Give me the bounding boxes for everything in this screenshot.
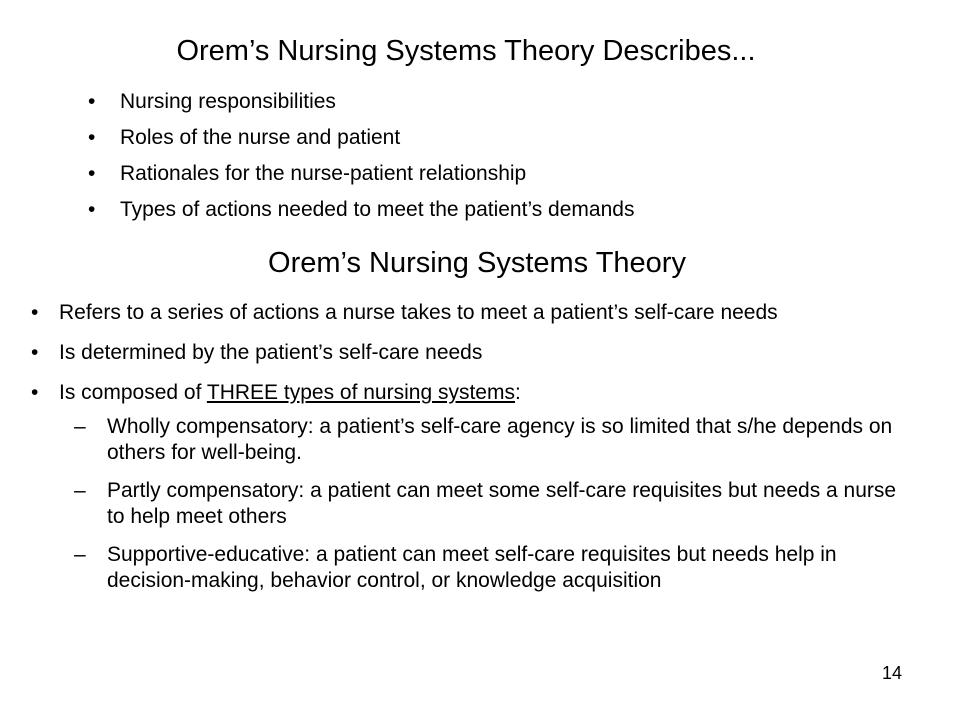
bullet-text-prefix: Is composed of: [59, 381, 207, 404]
list-item: [88, 88, 908, 124]
sub-list-item: [31, 478, 911, 530]
bullet-icon: •: [31, 381, 39, 404]
bullet-icon: •: [88, 162, 96, 185]
bullet-icon: •: [88, 90, 96, 113]
sub-list-item: [31, 414, 911, 466]
list-item: [88, 160, 908, 196]
bullet-text: Nursing responsibilities: [120, 90, 336, 113]
main-bullet-list: [31, 300, 911, 608]
page-number: 14: [881, 663, 902, 683]
sub-bullet-text: Wholly compensatory: a patient’s self-care agency is so limited that s/he depends on others for well-being.: [107, 415, 893, 464]
sub-bullet-text: Supportive-educative: a patient can meet self-care requisites but needs help in decision-making, behavior control, or knowledge acquisition: [107, 543, 837, 592]
bullet-text: Rationales for the nurse-patient relationship: [120, 162, 527, 185]
dash-icon: –: [74, 479, 86, 502]
dash-icon: –: [74, 543, 86, 566]
top-bullet-list: [88, 88, 908, 232]
nursing-systems-sublist: [31, 414, 911, 594]
dash-icon: –: [74, 415, 86, 438]
list-item: [88, 196, 908, 232]
list-item: [88, 124, 908, 160]
bullet-text: Is determined by the patient’s self-care needs: [59, 341, 483, 364]
bullet-text-suffix: :: [514, 381, 521, 404]
bullet-icon: •: [88, 126, 96, 149]
slide-title-top: Orem’s Nursing Systems Theory Describes...: [176, 35, 756, 67]
bullet-text: [31, 380, 911, 406]
slide-title-second: Orem’s Nursing Systems Theory: [268, 247, 686, 279]
bullet-text: Types of actions needed to meet the patient’s demands: [120, 198, 635, 221]
sub-list-item: [31, 542, 911, 594]
sub-bullet-text: Partly compensatory: a patient can meet some self-care requisites but needs a nurse to help meet others: [107, 479, 897, 528]
bullet-icon: •: [31, 341, 39, 364]
list-item: [31, 340, 911, 366]
bullet-text: Roles of the nurse and patient: [120, 126, 401, 149]
bullet-text: Refers to a series of actions a nurse takes to meet a patient’s self-care needs: [59, 301, 778, 324]
bullet-icon: •: [31, 301, 39, 324]
list-item: [31, 380, 911, 594]
list-item: [31, 300, 911, 326]
underlined-phrase: THREE types of nursing systems: [206, 381, 515, 404]
bullet-icon: •: [88, 198, 96, 221]
